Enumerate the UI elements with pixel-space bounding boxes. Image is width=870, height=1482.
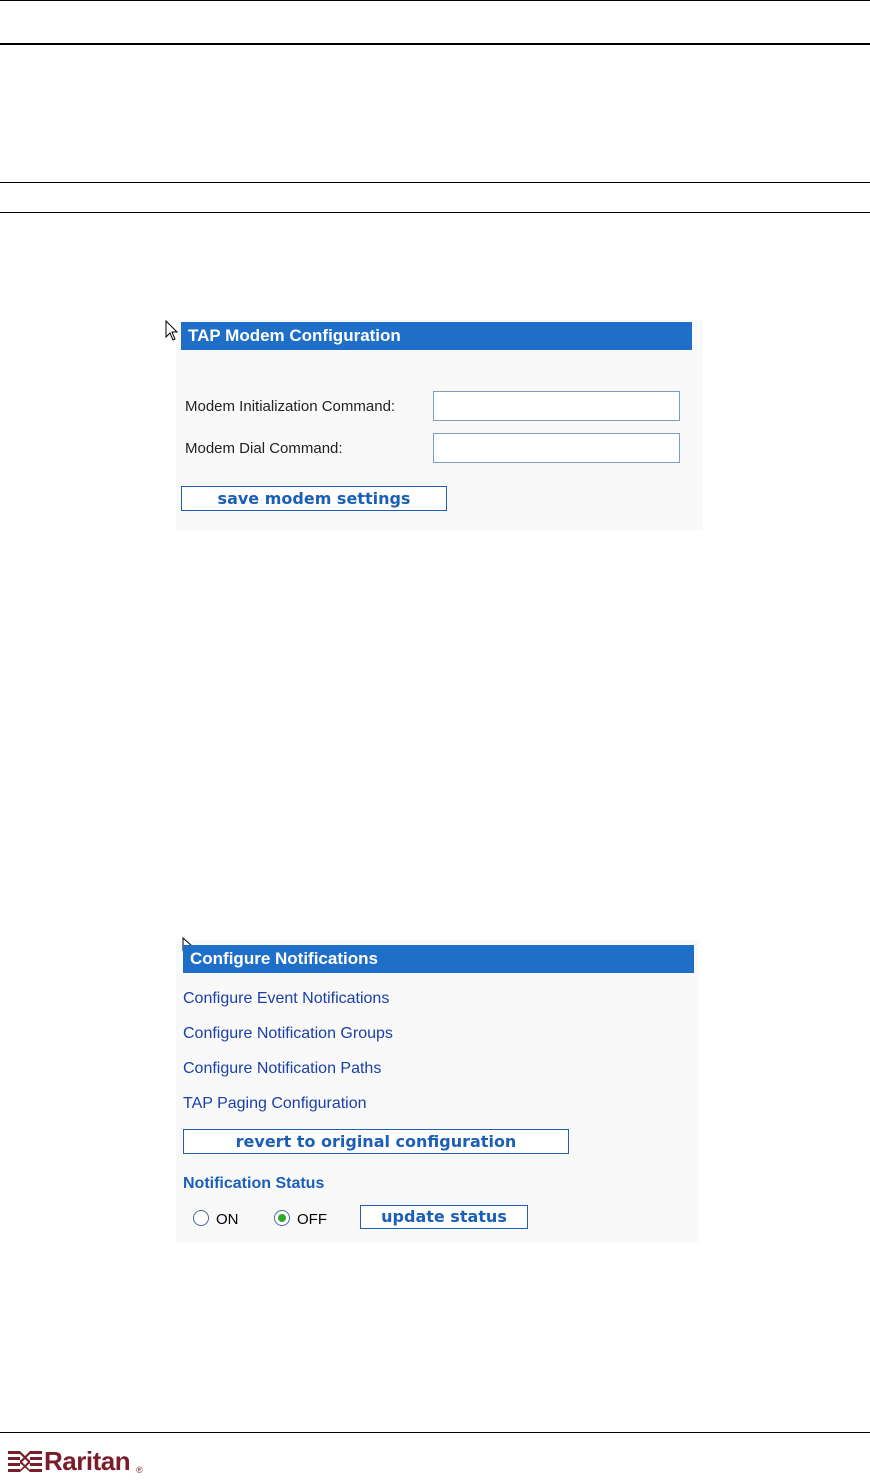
modem-panel-title: TAP Modem Configuration xyxy=(181,322,692,350)
raritan-logo-text: Raritan xyxy=(44,1446,131,1476)
status-on-label: ON xyxy=(216,1211,239,1228)
header-rule xyxy=(0,43,870,45)
section-rule-top xyxy=(0,182,870,183)
notification-status-title: Notification Status xyxy=(183,1175,325,1192)
section-rule-bottom xyxy=(0,212,870,213)
raritan-logo-icon xyxy=(8,1450,42,1474)
link-configure-notification-groups[interactable]: Configure Notification Groups xyxy=(183,1025,393,1042)
raritan-registered-mark: ® xyxy=(136,1465,143,1475)
status-off-radio[interactable] xyxy=(274,1210,290,1226)
status-on-radio[interactable] xyxy=(193,1210,209,1226)
modem-dial-label: Modem Dial Command: xyxy=(185,440,343,457)
modem-init-label: Modem Initialization Command: xyxy=(185,398,396,415)
revert-configuration-button[interactable]: revert to original configuration xyxy=(183,1129,569,1154)
save-modem-settings-button[interactable]: save modem settings xyxy=(181,486,447,511)
modem-dial-input[interactable] xyxy=(433,433,680,463)
top-rule xyxy=(0,0,870,1)
configure-notifications-panel xyxy=(176,940,699,1242)
update-status-button[interactable]: update status xyxy=(360,1205,528,1229)
footer-rule xyxy=(0,1432,870,1433)
mouse-cursor-icon xyxy=(165,320,179,342)
notifications-panel-title: Configure Notifications xyxy=(183,945,694,973)
link-configure-event-notifications[interactable]: Configure Event Notifications xyxy=(183,990,390,1007)
status-off-label: OFF xyxy=(297,1211,327,1228)
link-configure-notification-paths[interactable]: Configure Notification Paths xyxy=(183,1060,382,1077)
link-tap-paging-configuration[interactable]: TAP Paging Configuration xyxy=(183,1095,367,1112)
modem-init-input[interactable] xyxy=(433,391,680,421)
